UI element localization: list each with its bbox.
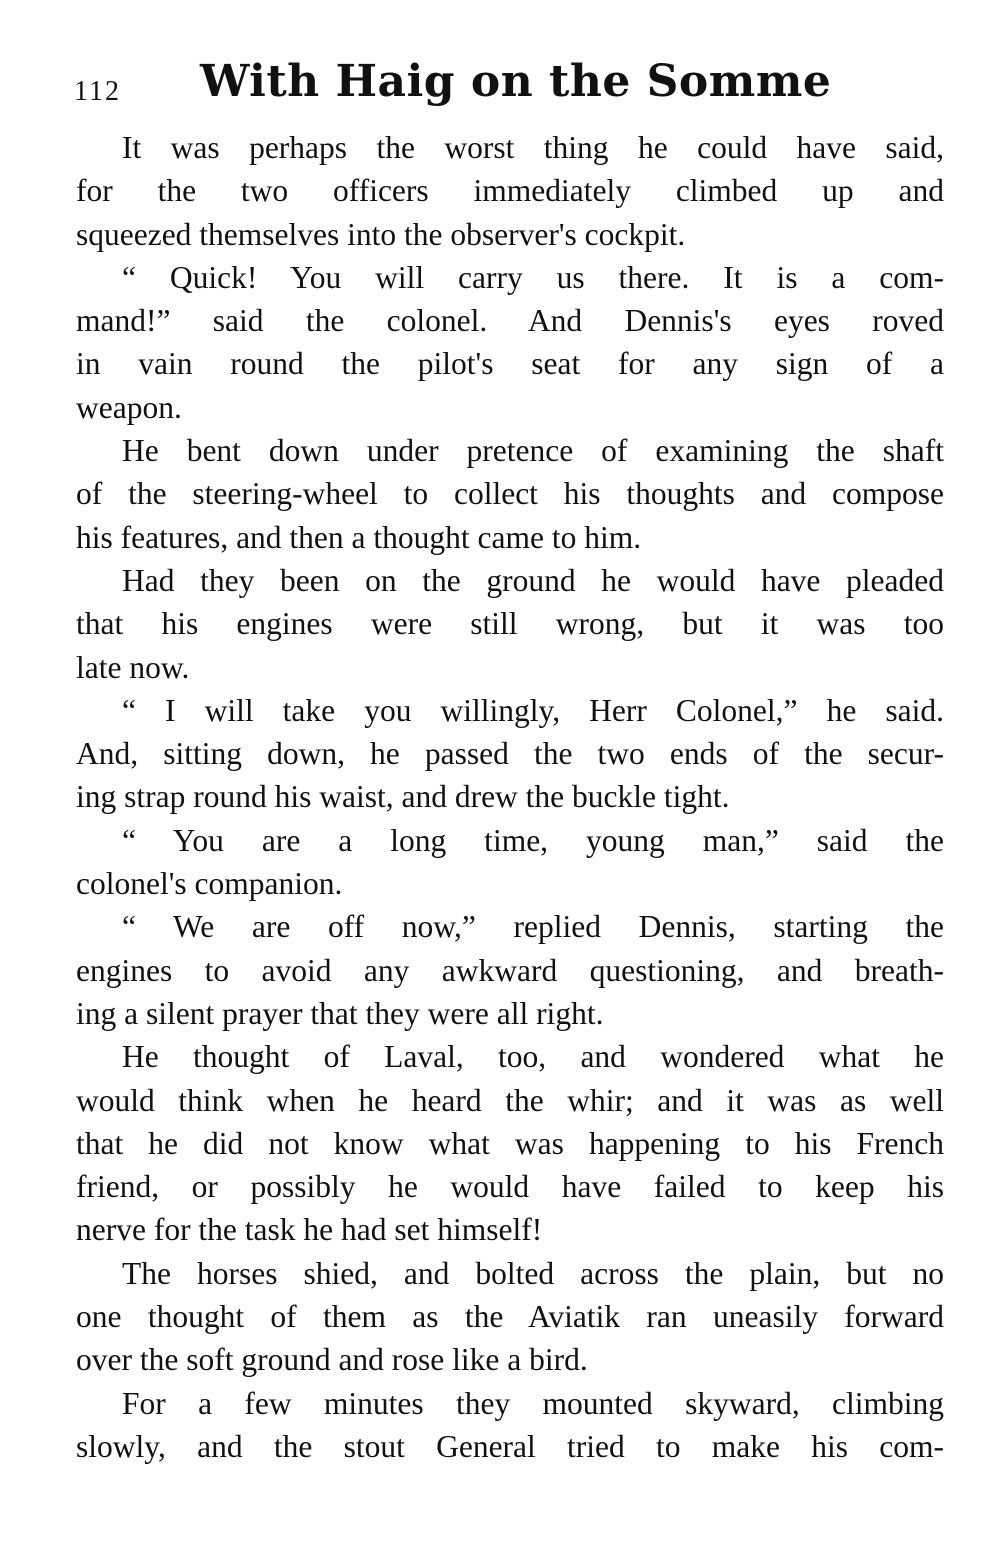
text-line: colonel's companion.	[76, 866, 343, 902]
text-line: that his engines were still wrong, but it was too	[76, 606, 944, 642]
text-line: would think when he heard the whir; and it was as well	[76, 1082, 944, 1118]
text-line: mand!” said the colonel. And Dennis's eyes roved	[76, 303, 944, 339]
text-line: ing strap round his waist, and drew the buckle tight.	[76, 779, 730, 815]
text-line: nerve for the task he had set himself!	[76, 1212, 543, 1248]
text-line: squeezed themselves into the observer's cockpit.	[76, 216, 686, 252]
text-line: over the soft ground and rose like a bird.	[76, 1342, 588, 1378]
text-line: Had they been on the ground he would have pleaded	[122, 562, 944, 598]
text-line: weapon.	[76, 389, 182, 425]
text-line: one thought of them as the Aviatik ran uneasily forward	[76, 1299, 944, 1335]
text-line: And, sitting down, he passed the two ends of the secur-	[76, 736, 944, 772]
text-line: “ You are a long time, young man,” said the	[122, 822, 944, 858]
text-line: It was perhaps the worst thing he could have said,	[122, 130, 944, 165]
text-line: The horses shied, and bolted across the plain, but no	[122, 1255, 944, 1291]
body-text	[76, 126, 944, 1468]
text-line: his features, and then a thought came to him.	[76, 519, 642, 555]
running-title: With Haig on the Somme	[200, 56, 832, 107]
text-line: ing a silent prayer that they were all right.	[76, 995, 604, 1031]
running-head	[74, 56, 944, 116]
text-line: “ We are off now,” replied Dennis, starting the	[122, 909, 944, 945]
text-line: For a few minutes they mounted skyward, climbing	[122, 1385, 944, 1421]
text-line: of the steering-wheel to collect his thoughts and compose	[76, 476, 944, 512]
text-line: in vain round the pilot's seat for any sign of a	[76, 346, 944, 382]
text-line: He bent down under pretence of examining the shaft	[122, 433, 944, 469]
text-line: He thought of Laval, too, and wondered what he	[122, 1039, 944, 1075]
text-line: late now.	[76, 649, 190, 685]
text-line: “ I will take you willingly, Herr Colonel,” he said.	[122, 692, 944, 728]
text-line: engines to avoid any awkward questioning, and breath-	[76, 952, 944, 988]
page-number: 112	[74, 76, 121, 107]
text-line: friend, or possibly he would have failed to keep his	[76, 1169, 944, 1205]
text-line: “ Quick! You will carry us there. It is a com-	[122, 259, 944, 295]
text-line: for the two officers immediately climbed up and	[76, 173, 944, 209]
text-line: that he did not know what was happening to his French	[76, 1125, 944, 1161]
text-line: slowly, and the stout General tried to make his com-	[76, 1428, 944, 1464]
